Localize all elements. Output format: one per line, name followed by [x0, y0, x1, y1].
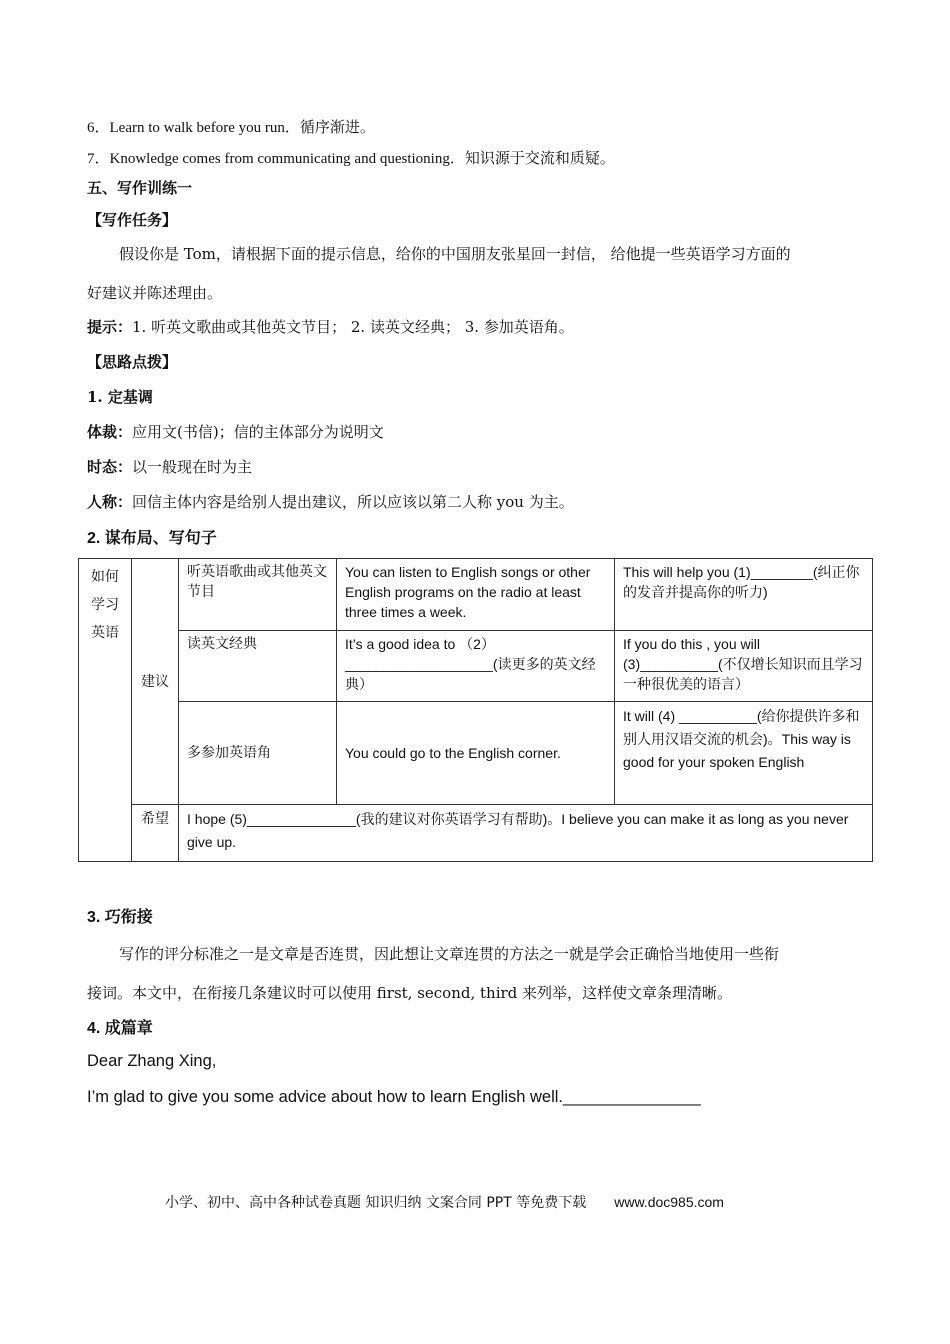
genre-text: 应用文(书信)；信的主体部分为说明文 — [132, 423, 384, 441]
person-line — [87, 491, 574, 512]
table-row — [79, 559, 873, 631]
table-group-advice: 建议 — [132, 559, 179, 805]
outline-table — [78, 558, 873, 862]
hint-text: 1. 听英文歌曲或其他英文节目； 2. 读英文经典； 3. 参加英语角。 — [132, 318, 574, 336]
page-footer — [165, 1192, 724, 1212]
letter-opening: I’m glad to give you some advice about how to learn English well._______________ — [87, 1088, 701, 1106]
step-3-heading: 3. 巧衔接 — [87, 909, 153, 926]
link-line-1: 写作的评分标准之一是文章是否连贯，因此想让文章连贯的方法之一就是学会正确恰当地使用一些衔 — [119, 945, 780, 963]
table-row — [79, 631, 873, 702]
table-topic-cell: 读英文经典 — [179, 631, 337, 702]
genre-line — [87, 421, 384, 442]
table-topic-cell: 多参加英语角 — [179, 702, 337, 805]
table-reason-cell: This will help you (1)________(纠正你的发音并提高你的听力) — [615, 559, 873, 631]
step-2-heading: 2. 谋布局、写句子 — [87, 530, 217, 547]
tense-line — [87, 456, 252, 477]
table-col1-how-to-learn: 如何学习英语 — [79, 559, 132, 862]
tense-text: 以一般现在时为主 — [132, 458, 253, 476]
step-1-heading: 1. 定基调 — [87, 388, 153, 406]
hint-line — [87, 316, 574, 337]
table-reason-cell: It will (4) __________(给你提供许多和别人用汉语交流的机会)。This way is good for your spoken English — [615, 702, 873, 805]
task-line-1: 假设你是 Tom，请根据下面的提示信息，给你的中国朋友张星回一封信， 给他提一些英语学习方面的 — [119, 245, 791, 263]
table-reason-cell: If you do this , you will (3)__________(不仅增长知识而且学习一种很优美的语言） — [615, 631, 873, 702]
hint-label: 提示： — [87, 318, 133, 336]
table-row — [79, 702, 873, 805]
table-topic-cell: 听英语歌曲或其他英文节目 — [179, 559, 337, 631]
task-line-2: 好建议并陈述理由。 — [87, 284, 223, 302]
proverb-6: 6．Learn to walk before you run．循序渐进。 — [87, 120, 375, 136]
table-row — [79, 805, 873, 862]
footer-text: 小学、初中、高中各种试卷真题 知识归纳 文案合同 PPT 等免费下载 — [165, 1195, 587, 1211]
link-line-2: 接词。本文中，在衔接几条建议时可以使用 first, second, third 来列举，这样使文章条理清晰。 — [87, 984, 733, 1002]
person-text: 回信主体内容是给别人提出建议，所以应该以第二人称 you 为主。 — [132, 493, 574, 511]
tense-label: 时态： — [87, 458, 133, 476]
task-heading: 【写作任务】 — [87, 211, 178, 229]
table-group-hope: 希望 — [132, 805, 179, 862]
table-suggestion-cell: You could go to the English corner. — [337, 702, 615, 805]
letter-greeting: Dear Zhang Xing, — [87, 1052, 217, 1070]
table-suggestion-cell: You can listen to English songs or other English programs on the radio at least three times a week. — [337, 559, 615, 631]
footer-url[interactable]: www.doc985.com — [614, 1194, 724, 1210]
genre-label: 体裁： — [87, 423, 133, 441]
person-label: 人称： — [87, 493, 133, 511]
table-hope-cell: I hope (5)______________(我的建议对你英语学习有帮助)。I believe you can make it as long as you never give up. — [179, 805, 873, 862]
table-suggestion-cell: It’s a good idea to （2）___________________(读更多的英文经典） — [337, 631, 615, 702]
proverb-7: 7．Knowledge comes from communicating and questioning．知识源于交流和质疑。 — [87, 151, 615, 167]
section-title: 五、写作训练一 — [87, 179, 193, 197]
guide-heading: 【思路点拨】 — [87, 353, 178, 371]
step-4-heading: 4. 成篇章 — [87, 1020, 153, 1037]
